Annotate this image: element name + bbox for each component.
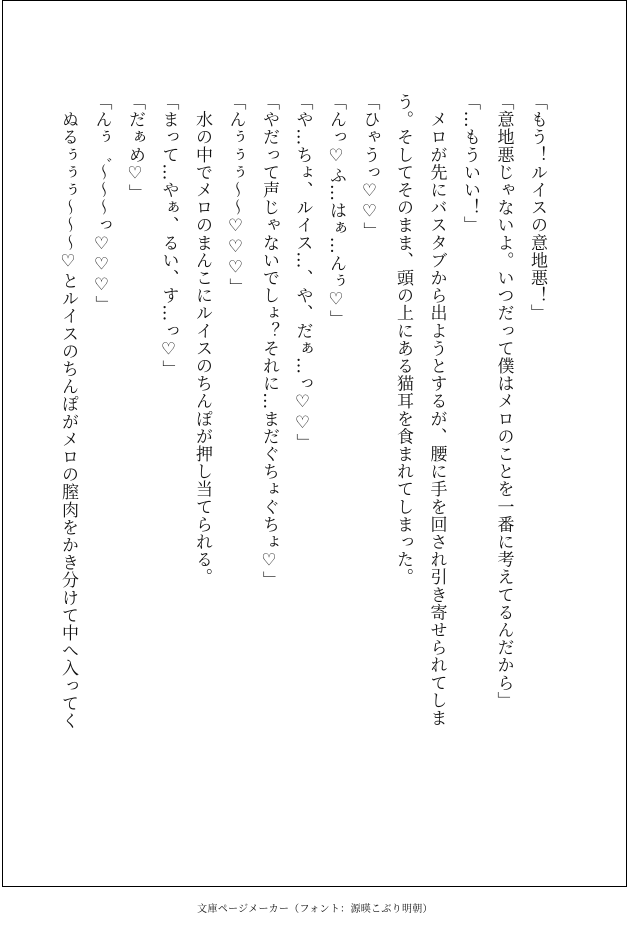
- text-line: 「やだって声じゃないでしょ？それに…まだぐちょぐちょ♡」: [259, 93, 279, 589]
- text-line: う。そしてそのまま、頭の上にある猫耳を食まれてしまった。: [393, 93, 413, 586]
- text-line: 「ひゃうっ♡♡」: [359, 93, 380, 240]
- text-line: 「や…ちょ、ルイス…、や、だぁ…っ♡♡」: [292, 93, 313, 451]
- page-frame: [2, 0, 627, 887]
- text-line: 「だぁめ♡」: [125, 93, 145, 202]
- text-line: 水の中でメロのまんこにルイスのちんぽが押し当てられる。: [192, 93, 212, 586]
- text-line: 「もう！ルイスの意地悪！」: [527, 93, 547, 322]
- text-line: 「意地悪じゃないよ。いつだって僕はメロのことを一番に考えてるんだから」: [493, 93, 514, 709]
- text-line: 「んぅ゛〜〜〜っ♡♡♡」: [91, 93, 112, 314]
- text-line: 「まって…やぁ、るい、す…っ♡」: [158, 93, 179, 378]
- vertical-text-body: [58, 93, 553, 823]
- text-line: メロが先にバスタブから出ようとするが、腰に手を回され引き寄せられてしま: [426, 93, 447, 727]
- text-line: 「…もういい！」: [460, 93, 480, 234]
- text-line: 「んっ♡ふ…はぁ…んぅ♡」: [326, 93, 346, 328]
- footer-credit: 文庫ページメーカー（フォント：源暎こぶり明朝）: [197, 904, 433, 915]
- text-line: ぬるぅぅぅ〜〜〜♡とルイスのちんぽがメロの膣肉をかき分けて中へ入ってく: [58, 93, 78, 730]
- text-line: 「んぅぅぅ〜〜♡♡♡」: [225, 93, 246, 296]
